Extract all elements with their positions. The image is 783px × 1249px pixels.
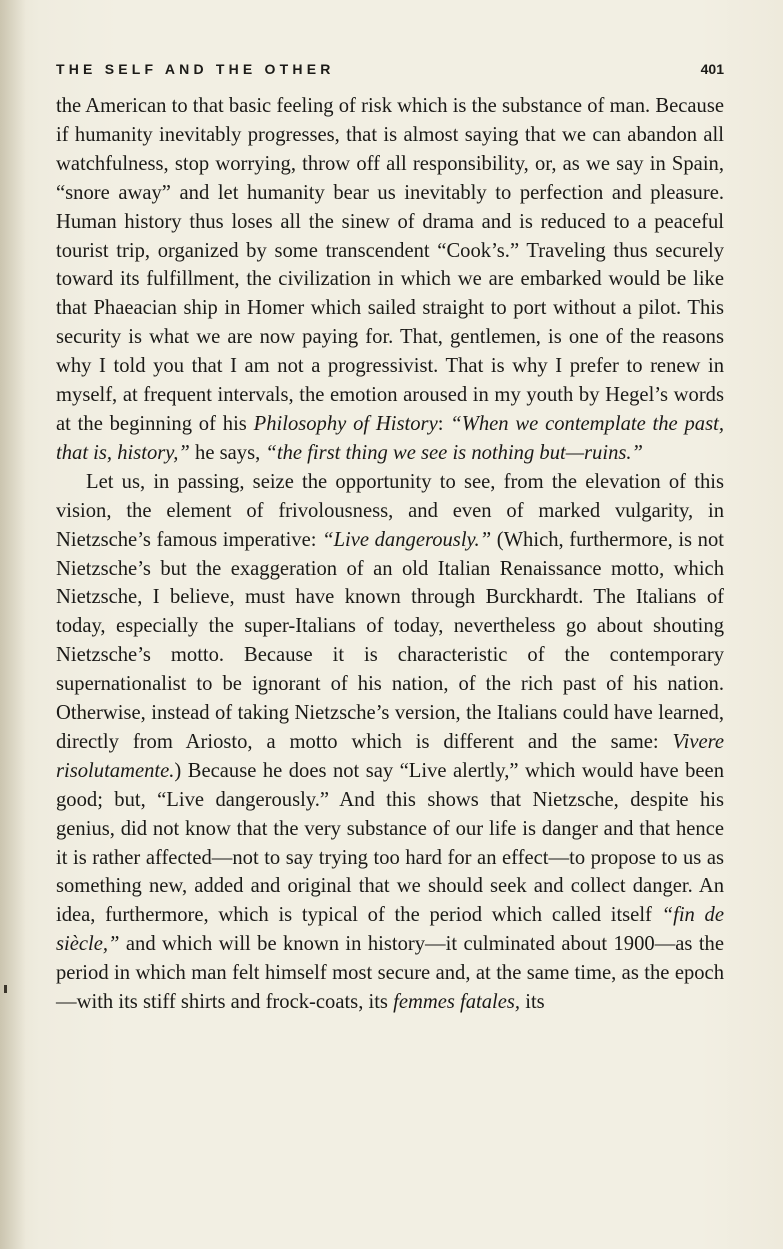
- text-run: the American to that basic feeling of risk which is the substance of man. Because if humanity inevitably progresses, that is almost saying that we can abandon all watchfulness, stop worrying, throw off all responsibility, or, as we say in Spain, “snore away” and let humanity bear us inevitably to perfection and pleasure. Human history thus loses all the sinew of drama and is reduced to a peaceful tourist trip, organized by some transcendent “Cook’s.” Traveling thus securely toward its fulfillment, the civilization in which we are embarked would be like that Phaeacian ship in Homer which sailed straight to port without a pilot. This security is what we are now paying for. That, gentlemen, is one of the reasons why I told you that I am not a progressivist. That is why I prefer to renew in myself, at frequent intervals, the emotion aroused in my youth by Hegel’s words at the beginning of his: [56, 95, 724, 435]
- running-head: [56, 61, 724, 85]
- text-run: Let us, in passing, seize the opportunity to see, from the elevation of this vision, the element of frivolousness, and even of marked vulgarity, in Nietzsche’s famous imperative:: [56, 470, 724, 551]
- text-run: he says,: [189, 441, 266, 464]
- gutter-shadow: [0, 0, 26, 1249]
- text-run: ) Because he does not say “Live alertly,” which would have been good; but, “Live dangerously.” And this shows that Nietzsche, despite his genius, did not know that the very substance of our life is danger and that hence it is rather affected—not to say trying too hard for an effect—to propose to us as something new, added and original that we should seek and collect danger. An idea, furthermore, which is typical of the period which called itself: [56, 759, 724, 927]
- italic-text: femmes fatales,: [393, 991, 521, 1014]
- italic-text: “When we contemplate the past, that is, history,”: [56, 412, 724, 464]
- body-text: [56, 92, 724, 1017]
- text-run: its: [520, 991, 545, 1014]
- italic-text: “the first thing we see is nothing but—ruins.”: [265, 441, 643, 464]
- page-number: 401: [700, 61, 724, 77]
- italic-text: Philosophy of History: [253, 412, 438, 435]
- text-run: :: [437, 412, 451, 435]
- text-run: and which will be known in history—it culminated about 1900—as the period in which man felt himself most secure and, at the same time, as the epoch—with its stiff shirts and frock-coats, its: [56, 933, 724, 1014]
- paragraph: [56, 92, 724, 468]
- italic-text: Vivere risolutamente.: [56, 730, 724, 782]
- text-run: (Which, furthermore, is not Nietzsche’s but the exaggeration of an old Italian Renaissance motto, which Nietzsche, I believe, must have known through Burckhardt. The Italians of today, especially the super-Italians of today, nevertheless go about shouting Nietzsche’s motto. Because it is characteristic of the contemporary supernationalist to be ignorant of his nation, of the rich past of his nation. Otherwise, instead of taking Nietzsche’s version, the Italians could have learned, directly from Ariosto, a motto which is different and the same:: [56, 528, 724, 753]
- italic-text: “fin de siècle,”: [56, 904, 724, 956]
- italic-text: “Live dangerously.”: [322, 528, 492, 551]
- running-title: THE SELF AND THE OTHER: [56, 61, 335, 77]
- margin-mark: [4, 985, 7, 993]
- paragraph: [56, 468, 724, 1017]
